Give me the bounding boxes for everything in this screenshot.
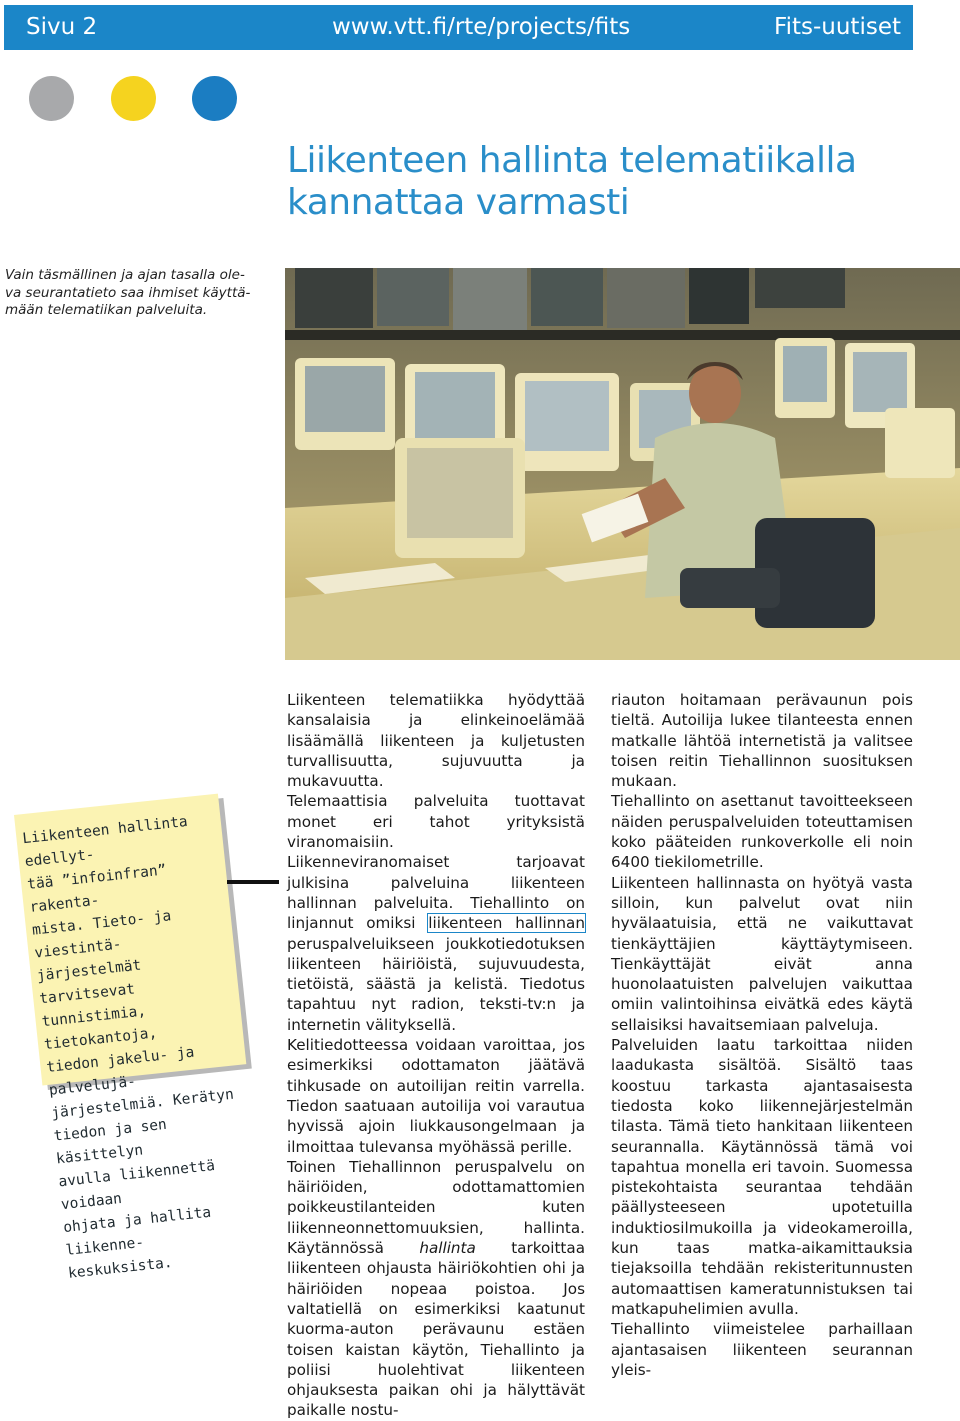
paragraph xyxy=(287,1157,585,1421)
article-column-2 xyxy=(611,690,913,1380)
page-header xyxy=(4,5,913,50)
sticky-note xyxy=(14,794,246,1282)
blue-dot-decoration xyxy=(192,76,237,121)
paragraph: Tiehallinto on asettanut tavoitteekseen näiden peruspalveluiden toteuttamisen koko pääteiden runkoverkolle eli noin 6400 tiekilometrille. xyxy=(611,792,913,872)
article-column-1 xyxy=(287,690,585,1421)
gray-dot-decoration xyxy=(29,76,74,121)
yellow-dot-decoration xyxy=(111,76,156,121)
website-link[interactable]: www.vtt.fi/rte/projects/fits xyxy=(332,14,631,40)
article-headline: Liikenteen hallinta telematiikalla kannattaa varmasti xyxy=(287,140,857,223)
text-segment: Toinen Tiehallinnon peruspalvelu on häiriöiden, odottamattomien poikkeustilanteiden kuten liikenneonnettomuuksien, hallinta. Käytännössä xyxy=(287,1157,585,1258)
text-segment: tarkoittaa liikenteen ohjausta häiriökohtien ohi ja häiriöiden nopeaa poistoa. Jos valtatiellä on esimerkiksi kaatunut kuorma-auton perävaunu estäen toisen kaistan käytön, Tiehallinto ja poliisi huolehtivat liikenteen ohjauksesta paikan ohi ja hälyttävät paikalle nostu- xyxy=(287,1239,585,1420)
text-segment: Liikenneviranomaiset tarjoavat julkisina palveluina liikenteen hallinnan palveluita. Tiehallinto on linjannut omiksi xyxy=(287,853,585,933)
paragraph: Liikenteen hallinnasta on hyötyä vasta silloin, kun palvelut ovat niin hyvälaatuisia, että ne vaikuttavat tienkäyttäjien käyttäytymiseen. Tienkäyttäjät eivät anna huonolaatuisten palvelujen vaikuttaa omiin valintoihinsa eivätkä edes käytä sellaisiksi havaitsemiaan palveluja. xyxy=(611,873,913,1034)
paragraph: Liikenteen telematiikka hyödyttää kansalaisia ja elinkeinoelämää lisäämällä liikenteen ja kuljetusten turvallisuutta, sujuvuutta ja mukavuutta. xyxy=(287,691,585,791)
paragraph: Palveluiden laatu tarkoittaa niiden laadukasta sisältöä. Sisältö taas koostuu tarkasta ajantasaisesta tiedosta koko liikennejärjestelmän tilasta. Tämä tieto hankitaan liikenteen seurannalla. Käytännössä tämä voi tapahtua monella eri tavoin. Suomessa pistekohtaista seurantaa tehdään päällysteeseen upotetuilla induktiosilmukoilla ja videokameroilla, kun taas matka-aikamittauksia tiejaksoilla tehdään rekisteritunnusten automaattisen kameratunnistuksen tai matkapuhelimien avulla. xyxy=(611,1036,913,1318)
connector-line xyxy=(227,880,279,884)
photo-caption: Vain täsmällinen ja ajan tasalla ole- va seurantatieto saa ihmiset käyttä- mään telematiikan palveluita. xyxy=(5,267,251,318)
emphasized-term: hallinta xyxy=(419,1239,476,1258)
newsletter-title: Fits-uutiset xyxy=(774,14,901,40)
text-segment: peruspalveluikseen joukkotiedotuksen liikenteen häiriöistä, sujuvuudesta, tietöistä, säästä ja kelistä. Tiedotus tapahtuu nyt radion, teksti-tv:n ja internetin välityksellä. xyxy=(287,934,585,1034)
traffic-control-room-photo xyxy=(285,268,960,660)
photo-illustration xyxy=(285,268,960,660)
paragraph: Kelitiedotteessa voidaan varoittaa, jos esimerkiksi odottamaton jäätävä tihkusade on autoilijan reitin varrella. Tiedon saatuaan autoilija voi varautua hyvissä ajoin liukkausongelmaan ja ilmoittaa tulevansa myöhässä perille. xyxy=(287,1036,585,1156)
paragraph: Tiehallinto viimeistelee parhaillaan ajantasaisen liikenteen seurannan yleis- xyxy=(611,1320,913,1379)
paragraph xyxy=(287,852,585,1035)
sticky-note-text: Liikenteen hallinta edellyt- tää ”infoinfran” rakenta- mista. Tieto- ja viestintä- järjestelmät tarvitsevat tunnistimia, tietokantoja, tiedon jakelu- ja palvelujä- järjestelmiä. Kerätyn tiedon ja sen käsittelyn avulla liikennettä voidaan ohjata ja hallita liikenne- keskuksista. xyxy=(21,813,235,1282)
highlighted-term: liikenteen hallinnan xyxy=(428,914,585,933)
paragraph: Telemaattisia palveluita tuottavat monet eri tahot yrityksistä viranomaisiin. xyxy=(287,792,585,852)
page-number: Sivu 2 xyxy=(26,14,98,40)
paragraph: riauton hoitamaan perävaunun pois tieltä. Autoilija lukee tilanteesta ennen matkalle lähtöä internetistä ja valitsee toisen reitin Tiehallinnon suosituksen mukaan. xyxy=(611,691,913,791)
